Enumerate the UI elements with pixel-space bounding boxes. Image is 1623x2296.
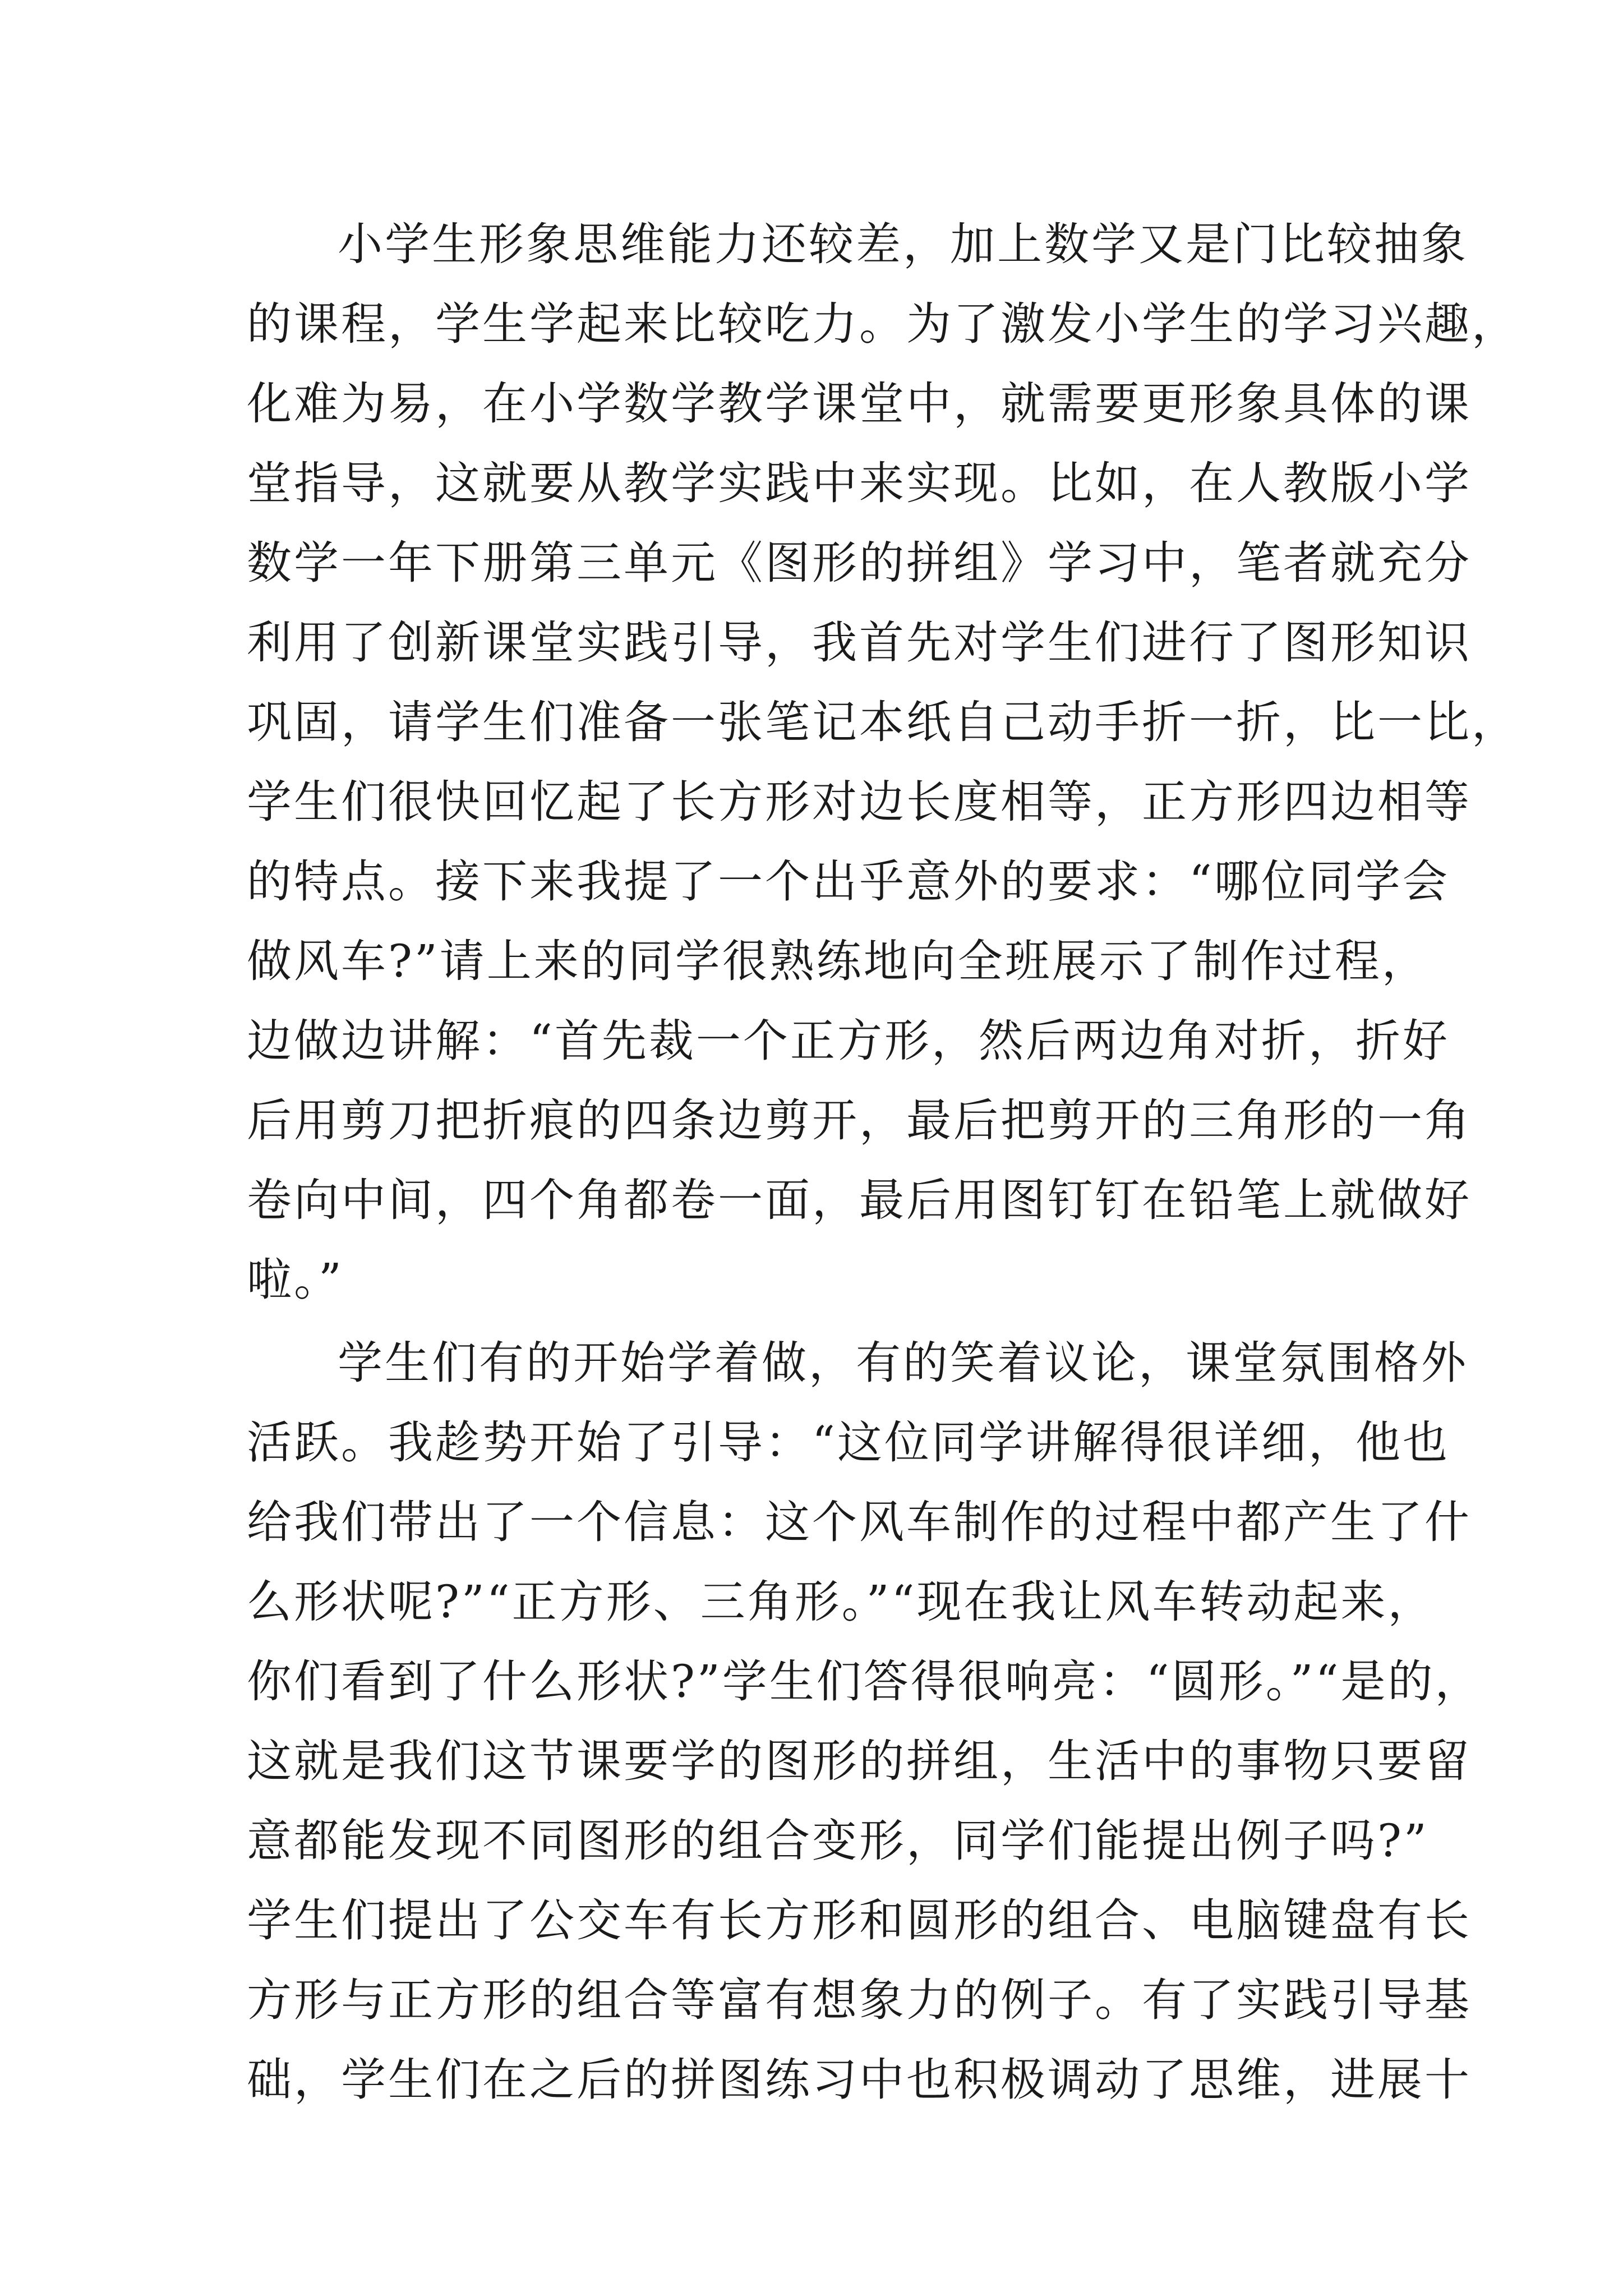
text-line: 学生们有的开始学着做，有的笑着议论，课堂氛围格外	[338, 1337, 1468, 1389]
text-line: 学生们很快回忆起了长方形对边长度相等，正方形四边相等	[247, 776, 1472, 828]
paragraph	[247, 1323, 1482, 2120]
text-line: 边做边讲解：“首先裁一个正方形，然后两边角对折，折好	[247, 1015, 1450, 1067]
text-line: 利用了创新课堂实践引导，我首先对学生们进行了图形知识	[247, 616, 1472, 669]
text-line: 小学生形象思维能力还较差，加上数学又是门比较抽象	[338, 218, 1468, 270]
text-line: 的特点。接下来我提了一个出乎意外的要求：“哪位同学会	[247, 855, 1450, 908]
text-line: 堂指导，这就要从教学实践中来实现。比如，在人教版小学	[247, 457, 1472, 509]
text-line: 做风车?”请上来的同学很熟练地向全班展示了制作过程，	[247, 935, 1429, 987]
text-line: 学生们提出了公交车有长方形和圆形的组合、电脑键盘有长	[247, 1894, 1472, 1947]
text-line: 你们看到了什么形状?”学生们答得很响亮：“圆形。”“是的，	[247, 1655, 1482, 1708]
text-line: 数学一年下册第三单元《图形的拼组》学习中，笔者就充分	[247, 537, 1472, 589]
text-line: 给我们带出了一个信息：这个风车制作的过程中都产生了什	[247, 1496, 1472, 1548]
text-line: 啦。”	[247, 1254, 344, 1306]
document-body	[247, 205, 1519, 2120]
text-line: 么形状呢?”“正方形、三角形。”“现在我让风车转动起来，	[247, 1576, 1435, 1628]
text-line: 的课程，学生学起来比较吃力。为了激发小学生的学习兴趣，	[247, 298, 1519, 350]
text-line: 化难为易，在小学数学教学课堂中，就需要更形象具体的课	[247, 378, 1472, 430]
text-line: 活跃。我趁势开始了引导：“这位同学讲解得很详细，他也	[247, 1416, 1450, 1469]
text-line: 础，学生们在之后的拼图练习中也积极调动了思维，进展十	[247, 2054, 1472, 2106]
text-line: 意都能发现不同图形的组合变形，同学们能提出例子吗?”	[247, 1815, 1429, 1867]
text-line: 后用剪刀把折痕的四条边剪开，最后把剪开的三角形的一角	[247, 1094, 1472, 1147]
text-line: 巩固，请学生们准备一张笔记本纸自己动手折一折，比一比，	[247, 696, 1519, 748]
text-line: 卷向中间，四个角都卷一面，最后用图钉钉在铅笔上就做好	[247, 1174, 1472, 1226]
paragraph	[247, 205, 1519, 1320]
text-line: 这就是我们这节课要学的图形的拼组，生活中的事物只要留	[247, 1735, 1472, 1787]
text-line: 方形与正方形的组合等富有想象力的例子。有了实践引导基	[247, 1974, 1472, 2026]
